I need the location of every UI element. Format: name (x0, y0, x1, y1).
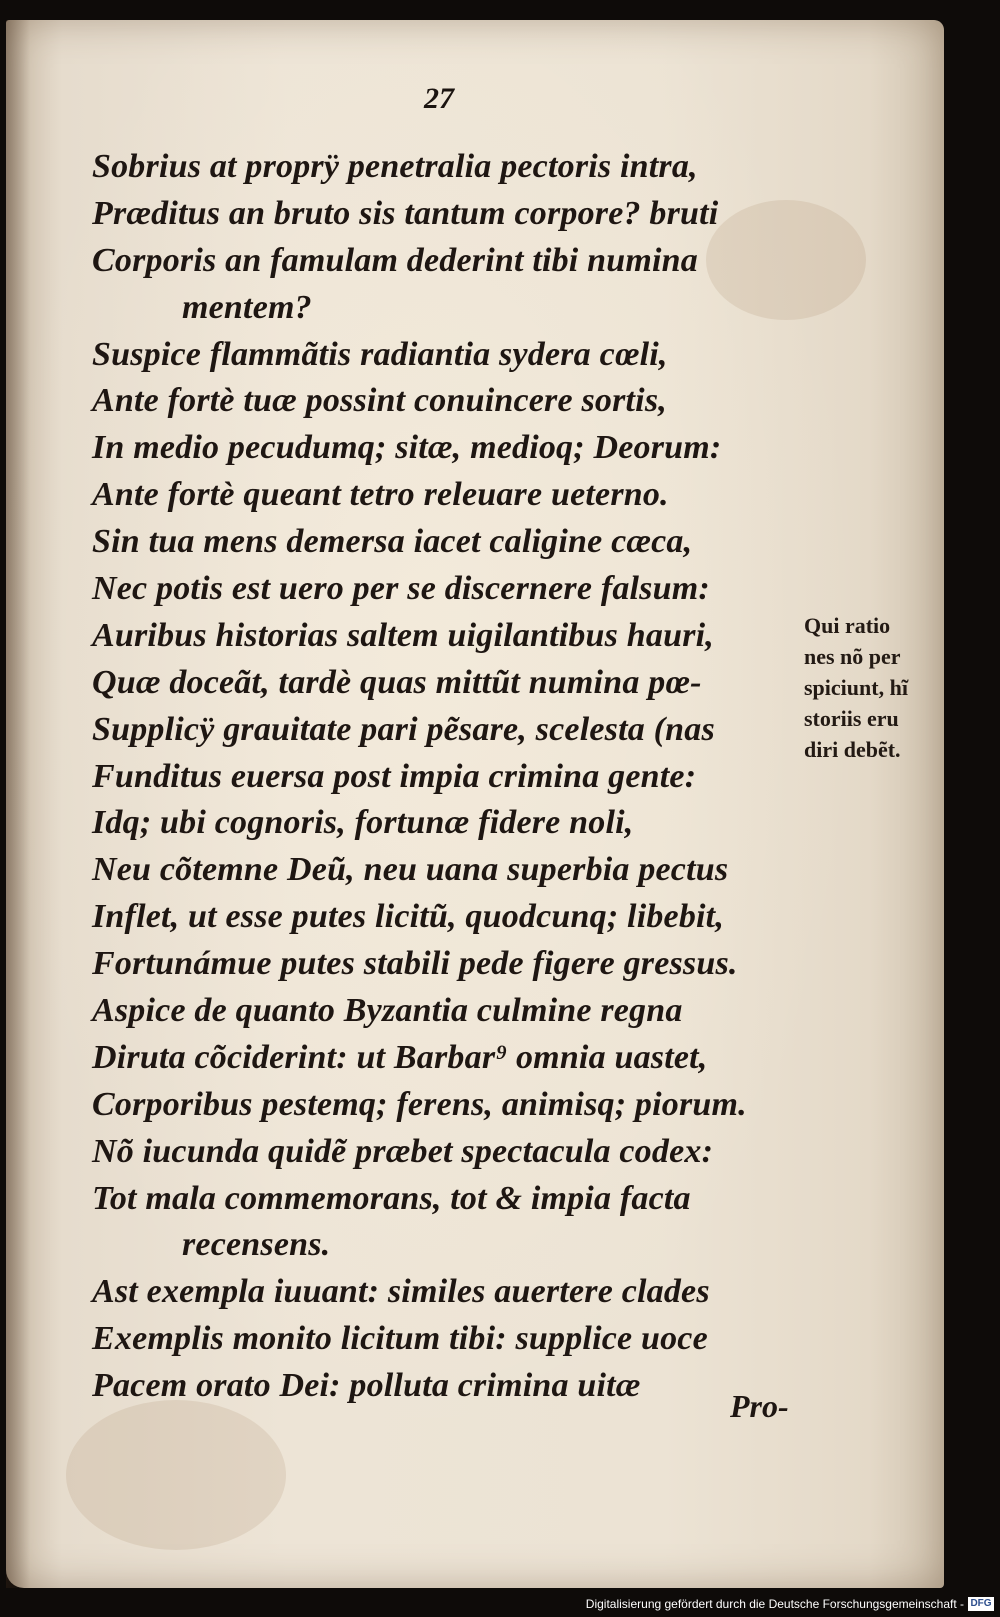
marginal-note-line: spiciunt, hĩ (804, 675, 908, 700)
verse-line-continuation: recensens. (182, 1226, 331, 1264)
verse-line: In medio pecudumq; sitæ, medioq; Deorum: (92, 429, 722, 467)
paper-stain (66, 1400, 286, 1550)
marginal-note-line: nes nõ per (804, 644, 901, 669)
verse-line: Pacem orato Dei: polluta crimina uitæ (92, 1367, 641, 1405)
page-number: 27 (424, 82, 454, 115)
marginal-note-line: storiis eru (804, 706, 899, 731)
marginal-note-line: Qui ratio (804, 613, 891, 638)
digitization-footer (586, 1593, 994, 1615)
scanned-page (6, 20, 944, 1588)
verse-line: Exemplis monito licitum tibi: supplice uoce (92, 1320, 708, 1358)
verse-line: Corporibus pestemq; ferens, animisq; piorum. (92, 1085, 747, 1123)
verse-line: Neu cõtemne Deũ, neu uana superbia pectus (92, 851, 729, 889)
verse-line-continuation: mentem? (182, 288, 312, 326)
verse-line: Ast exempla iuuant: similes auertere clades (92, 1273, 710, 1311)
verse-line: Inflet, ut esse putes licitũ, quodcunq; libebit, (92, 898, 725, 936)
verse-line: Funditus euersa post impia crimina gente: (92, 757, 697, 795)
verse-line: Præditus an bruto sis tantum corpore? bruti (92, 194, 719, 232)
verse-line: Nõ iucunda quidẽ præbet spectacula codex: (92, 1132, 714, 1170)
verse-line: Fortunámue putes stabili pede figere gressus. (92, 945, 738, 983)
verse-block (92, 144, 792, 1410)
verse-line: Corporis an famulam dederint tibi numina (92, 241, 698, 279)
marginal-note-line: diri debẽt. (804, 737, 901, 762)
verse-line: Supplicÿ grauitate pari pẽsare, scelesta (nas (92, 710, 715, 748)
catchword: Pro- (730, 1388, 789, 1424)
verse-line: Sobrius at proprÿ penetralia pectoris intra, (92, 148, 698, 185)
verse-line: Quæ doceãt, tardè quas mittũt numina pœ- (92, 663, 702, 701)
verse-line: Aspice de quanto Byzantia culmine regna (92, 992, 683, 1030)
verse-line: Idq; ubi cognoris, fortunæ fidere noli, (92, 804, 634, 842)
marginal-note (804, 610, 954, 765)
verse-line: Ante fortè queant tetro releuare ueterno. (92, 476, 669, 514)
verse-line: Tot mala commemorans, tot & impia facta (92, 1179, 691, 1217)
verse-line: Auribus historias saltem uigilantibus hauri, (92, 616, 714, 654)
verse-line: Diruta cõciderint: ut Barbar⁹ omnia uastet, (92, 1038, 708, 1076)
verse-line: Sin tua mens demersa iacet caligine cæca, (92, 523, 693, 561)
footer-credit-text: Digitalisierung gefördert durch die Deutsche Forschungsgemeinschaft - (585, 1597, 964, 1611)
verse-line: Suspice flammãtis radiantia sydera cœli, (92, 335, 668, 373)
verse-line: Ante fortè tuæ possint conuincere sortis, (92, 382, 667, 420)
verse-line: Nec potis est uero per se discernere falsum: (92, 570, 710, 608)
dfg-logo-icon: DFG (968, 1597, 994, 1611)
